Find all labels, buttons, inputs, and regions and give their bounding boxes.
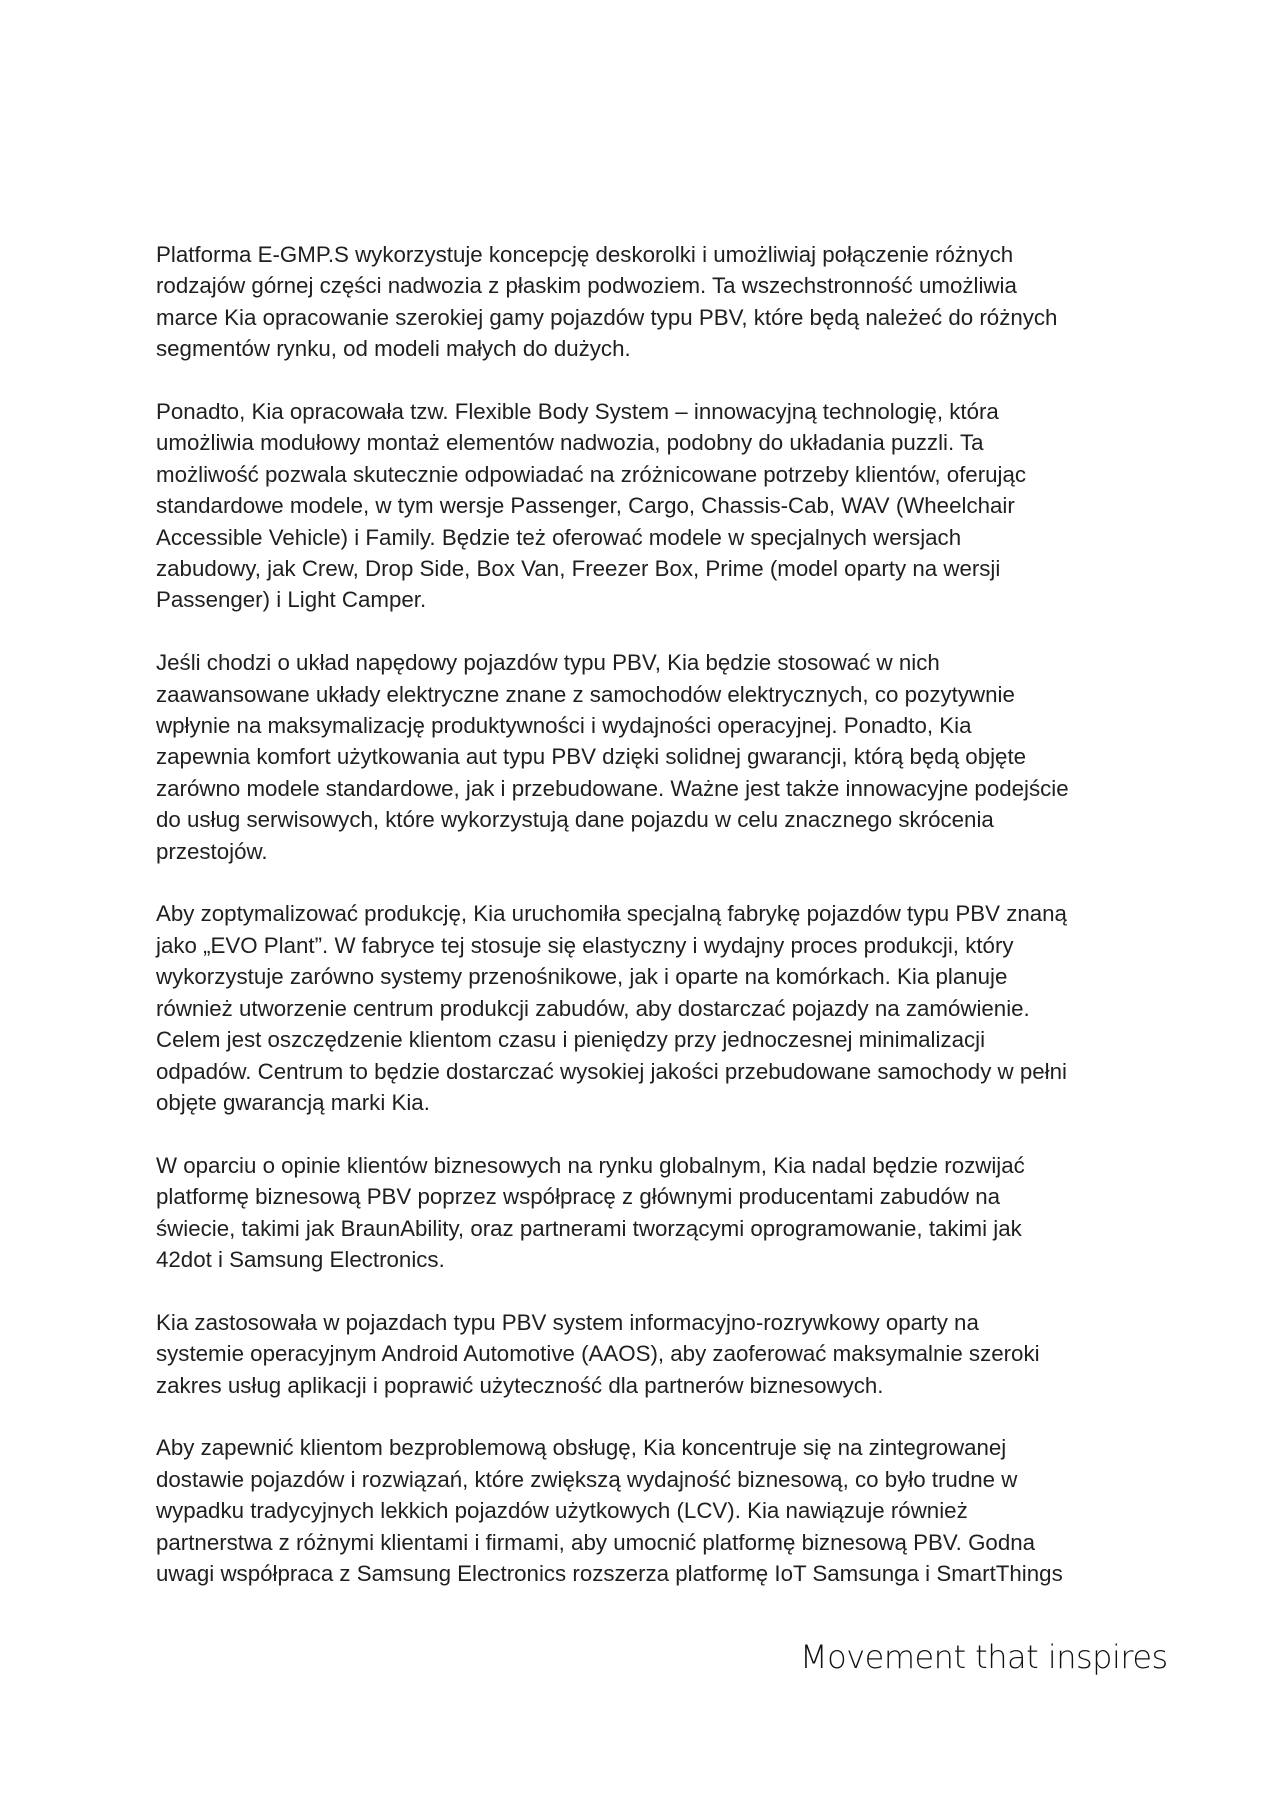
text-line: wpłynie na maksymalizację produktywności i wydajności operacyjnej. Ponadto, Kia [156, 713, 972, 739]
text-line: segmentów rynku, od modeli małych do dużych. [156, 336, 631, 362]
text-line: Celem jest oszczędzenie klientom czasu i pieniędzy przy jednoczesnej minimalizacji [156, 1027, 986, 1053]
text-line: Platforma E-GMP.S wykorzystuje koncepcję deskorolki i umożliwiaj połączenie różnych [156, 242, 1014, 267]
text-line: standardowe modele, w tym wersje Passenger, Cargo, Chassis-Cab, WAV (Wheelchair [156, 493, 1015, 519]
text-line: dostawie pojazdów i rozwiązań, które zwiększą wydajność biznesową, co było trudne w [156, 1466, 1018, 1492]
paragraph [156, 1150, 1156, 1276]
text-line: zabudowy, jak Crew, Drop Side, Box Van, Freezer Box, Prime (model oparty na wersji [156, 556, 1001, 582]
paragraph [156, 1432, 1156, 1589]
text-line: W oparciu o opinie klientów biznesowych na rynku globalnym, Kia nadal będzie rozwijać [156, 1152, 1025, 1178]
text-line: Aby zapewnić klientom bezproblemową obsługę, Kia koncentruje się na zintegrowanej [156, 1435, 1007, 1461]
text-line: również utworzenie centrum produkcji zabudów, aby dostarczać pojazdy na zamówienie. [156, 995, 1030, 1021]
footer-tagline: Movement that inspires [800, 1638, 1168, 1676]
text-line: zaawansowane układy elektryczne znane z samochodów elektrycznych, co pozytywnie [156, 681, 1015, 707]
text-line: jako „EVO Plant”. W fabryce tej stosuje się elastyczny i wydajny proces produkcji, który [156, 932, 1014, 958]
paragraph [156, 396, 1156, 616]
paragraph [156, 1307, 1156, 1401]
text-line: Kia zastosowała w pojazdach typu PBV system informacyjno-rozrywkowy oparty na [156, 1309, 979, 1335]
text-line: 42dot i Samsung Electronics. [156, 1246, 445, 1272]
text-line: platformę biznesową PBV poprzez współpracę z głównymi producentami zabudów na [156, 1184, 1001, 1210]
text-line: zapewnia komfort użytkowania aut typu PBV dzięki solidnej gwarancji, którą będą objęte [156, 744, 1027, 770]
text-line: zarówno modele standardowe, jak i przebudowane. Ważne jest także innowacyjne podejście [156, 775, 1069, 801]
text-line: Ponadto, Kia opracowała tzw. Flexible Body System – innowacyjną technologię, która [156, 399, 999, 425]
text-line: do usług serwisowych, które wykorzystują dane pojazdu w celu znacznego skrócenia [156, 807, 994, 833]
text-line: uwagi współpraca z Samsung Electronics rozszerza platformę IoT Samsunga i SmartThings [156, 1560, 1063, 1586]
text-line: odpadów. Centrum to będzie dostarczać wysokiej jakości przebudowane samochody w pełni [156, 1058, 1067, 1084]
text-line: rodzajów górnej części nadwozia z płaskim podwoziem. Ta wszechstronność umożliwia [156, 273, 1017, 299]
text-line: partnerstwa z różnymi klientami i firmami, aby umocnić platformę biznesową PBV. Godna [156, 1529, 1036, 1555]
paragraph [156, 647, 1156, 867]
text-line: świecie, takimi jak BraunAbility, oraz partnerami tworzącymi oprogramowanie, takimi jak [156, 1215, 1022, 1241]
text-line: Accessible Vehicle) i Family. Będzie też oferować modele w specjalnych wersjach [156, 524, 962, 550]
text-line: Passenger) i Light Camper. [156, 587, 427, 613]
text-line: wypadku tradycyjnych lekkich pojazdów użytkowych (LCV). Kia nawiązuje również [156, 1498, 968, 1524]
text-line: Jeśli chodzi o układ napędowy pojazdów typu PBV, Kia będzie stosować w nich [156, 650, 940, 676]
text-line: marce Kia opracowanie szerokiej gamy pojazdów typu PBV, które będą należeć do różnych [156, 304, 1058, 330]
text-line: przestojów. [156, 838, 268, 864]
text-line: umożliwia modułowy montaż elementów nadwozia, podobny do układania puzzli. Ta [156, 430, 984, 456]
text-line: zakres usług aplikacji i poprawić użyteczność dla partnerów biznesowych. [156, 1372, 884, 1398]
paragraph [156, 239, 1156, 365]
text-line: Aby zoptymalizować produkcję, Kia uruchomiła specjalną fabrykę pojazdów typu PBV znaną [156, 901, 1067, 927]
text-line: możliwość pozwala skutecznie odpowiadać na zróżnicowane potrzeby klientów, oferując [156, 461, 1027, 487]
text-line: systemie operacyjnym Android Automotive (AAOS), aby zaoferować maksymalnie szeroki [156, 1341, 1040, 1367]
text-line: wykorzystuje zarówno systemy przenośnikowe, jak i oparte na komórkach. Kia planuje [156, 964, 1008, 990]
paragraph [156, 898, 1156, 1118]
text-line: objęte gwarancją marki Kia. [156, 1089, 430, 1115]
document-body [156, 239, 1156, 1621]
